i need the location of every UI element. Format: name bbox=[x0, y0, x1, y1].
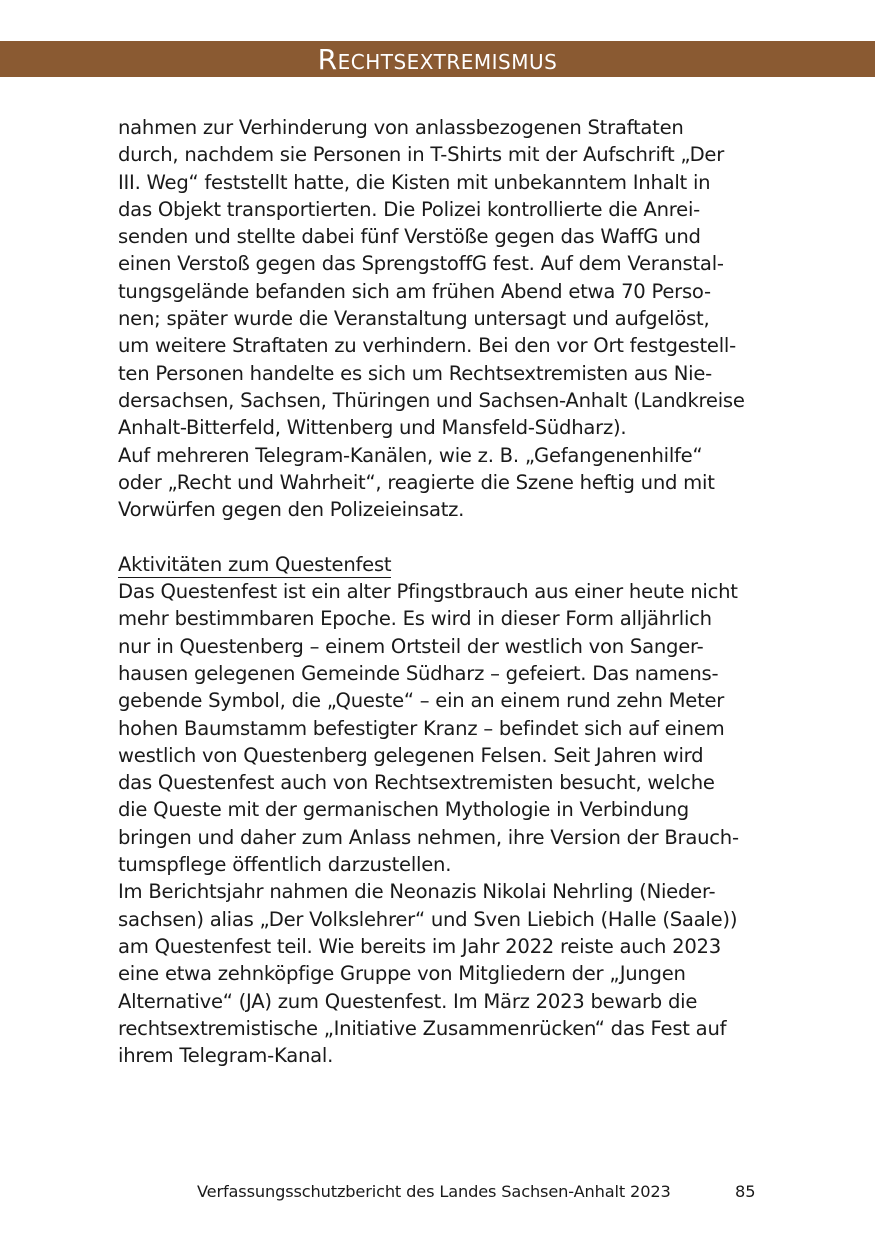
subheading-questenfest: Aktivitäten zum Questenfest bbox=[118, 552, 392, 576]
paragraph-2 bbox=[118, 442, 764, 524]
text-line: das Objekt transportierten. Die Polizei kontrollierte die Anrei- bbox=[118, 197, 700, 221]
text-line: eine etwa zehnköpfige Gruppe von Mitgliedern der „Jungen bbox=[118, 962, 686, 986]
text-line: Im Berichtsjahr nahmen die Neonazis Nikolai Nehrling (Nieder- bbox=[118, 880, 716, 904]
text-line: Vorwürfen gegen den Polizeieinsatz. bbox=[118, 498, 465, 522]
text-line: einen Verstoß gegen das SprengstoffG fest. Auf dem Veranstal- bbox=[118, 252, 724, 276]
text-line: ihrem Telegram-Kanal. bbox=[118, 1044, 334, 1068]
text-line: Alternative“ (JA) zum Questenfest. Im März 2023 bewarb die bbox=[118, 989, 698, 1013]
text-line: durch, nachdem sie Personen in T-Shirts mit der Aufschrift „Der bbox=[118, 143, 725, 167]
text-line: gebende Symbol, die „Queste“ – ein an einem rund zehn Meter bbox=[118, 689, 725, 713]
text-line: westlich von Questenberg gelegenen Felsen. Seit Jahren wird bbox=[118, 743, 704, 767]
text-line: III. Weg“ feststellt hatte, die Kisten mit unbekanntem Inhalt in bbox=[118, 170, 711, 194]
text-line: bringen und daher zum Anlass nehmen, ihre Version der Brauch- bbox=[118, 825, 739, 849]
text-line: rechtsextremistische „Initiative Zusammenrücken“ das Fest auf bbox=[118, 1016, 727, 1040]
text-line: senden und stellte dabei fünf Verstöße gegen das WaffG und bbox=[118, 225, 701, 249]
text-line: ten Personen handelte es sich um Rechtsextremisten aus Nie- bbox=[118, 361, 712, 385]
text-line: Das Questenfest ist ein alter Pfingstbrauch aus einer heute nicht bbox=[118, 580, 738, 604]
text-line: Anhalt-Bitterfeld, Wittenberg und Mansfeld-Südharz). bbox=[118, 416, 627, 440]
text-line: nahmen zur Verhinderung von anlassbezogenen Straftaten bbox=[118, 116, 684, 139]
text-line: oder „Recht und Wahrheit“, reagierte die Szene heftig und mit bbox=[118, 470, 715, 494]
paragraph-4 bbox=[118, 878, 764, 1069]
text-line: am Questenfest teil. Wie bereits im Jahr 2022 reiste auch 2023 bbox=[118, 934, 721, 958]
text-line: Auf mehreren Telegram-Kanälen, wie z. B. „Gefangenenhilfe“ bbox=[118, 443, 703, 467]
text-line: dersachsen, Sachsen, Thüringen und Sachsen-Anhalt (Landkreise bbox=[118, 388, 745, 412]
text-line: hausen gelegenen Gemeinde Südharz – gefeiert. Das namens- bbox=[118, 661, 719, 685]
paragraph-3 bbox=[118, 578, 764, 878]
text-line: nur in Questenberg – einem Ortsteil der westlich von Sanger- bbox=[118, 634, 704, 658]
body-text bbox=[118, 114, 764, 1069]
text-line: tumspflege öffentlich darzustellen. bbox=[118, 853, 452, 877]
text-line: das Questenfest auch von Rechtsextremisten besucht, welche bbox=[118, 771, 715, 795]
text-line: die Queste mit der germanischen Mythologie in Verbindung bbox=[118, 798, 689, 822]
text-line: um weitere Straftaten zu verhindern. Bei den vor Ort festgestell- bbox=[118, 334, 736, 358]
paragraph-1 bbox=[118, 114, 764, 442]
text-line: tungsgelände befanden sich am frühen Abend etwa 70 Perso- bbox=[118, 279, 711, 303]
footer-publication-title: Verfassungsschutzbericht des Landes Sachsen-Anhalt 2023 bbox=[197, 1182, 671, 1201]
section-title: Rechtsextremismus bbox=[317, 43, 558, 76]
text-line: sachsen) alias „Der Volkslehrer“ und Sven Liebich (Halle (Saale)) bbox=[118, 907, 738, 931]
page-number: 85 bbox=[735, 1182, 756, 1201]
text-line: mehr bestimmbaren Epoche. Es wird in dieser Form alljährlich bbox=[118, 607, 712, 631]
subheading-row bbox=[118, 551, 764, 578]
text-line: nen; später wurde die Veranstaltung untersagt und aufgelöst, bbox=[118, 307, 710, 331]
text-line: hohen Baumstamm befestigter Kranz – befindet sich auf einem bbox=[118, 716, 725, 740]
paragraph-spacer bbox=[118, 523, 764, 550]
